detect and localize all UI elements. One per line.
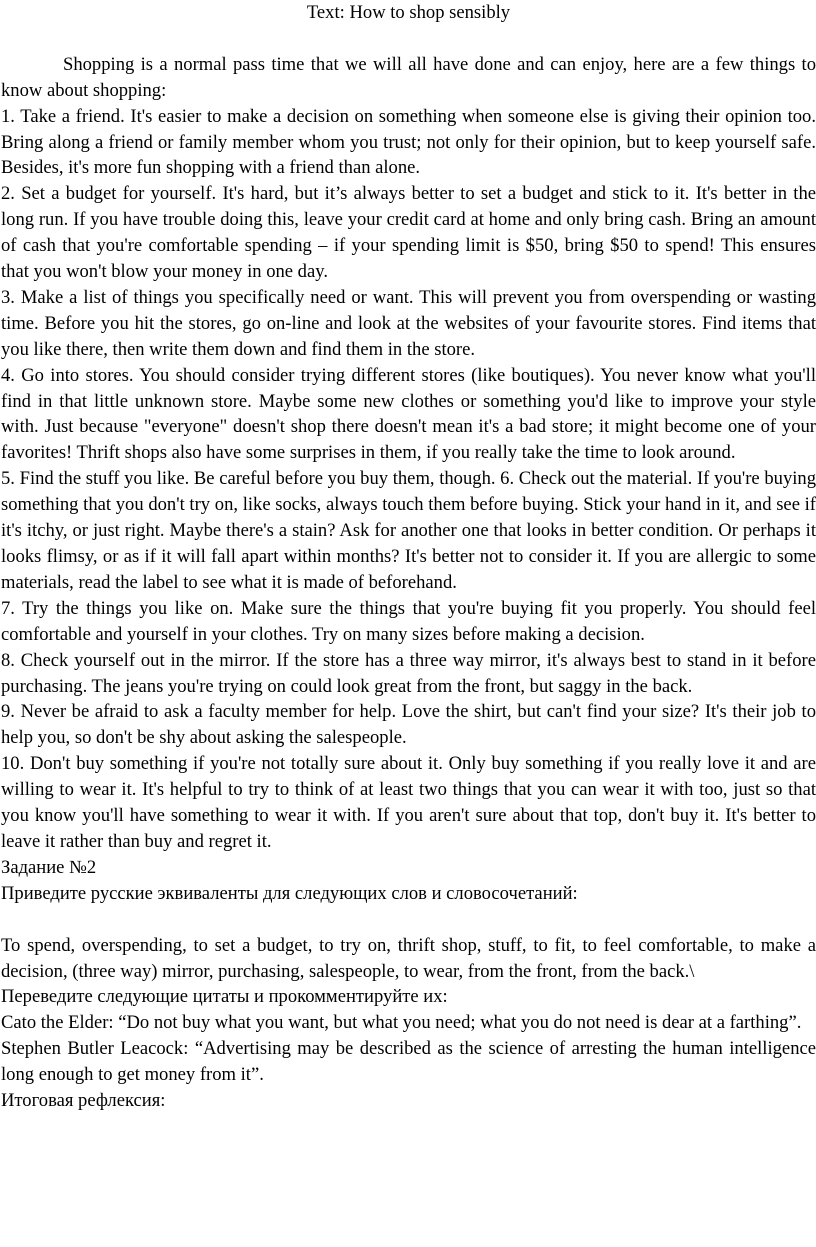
- spacer: [1, 26, 816, 52]
- list-item-2: 2. Set a budget for yourself. It's hard, but it’s always better to set a budget and stick to it. It's better in the long run. If you have trouble doing this, leave your credit card at home and only bring cash. Bring an amount of cash that you're comfortable spending – if your spending limit is $50, bring $50 to spend! This ensures that you won't blow your money in one day.: [1, 183, 816, 283]
- quote-leacock: Stephen Butler Leacock: “Advertising may be described as the science of arresting the human intelligence long enough to get money from it”.: [1, 1038, 816, 1086]
- spacer: [1, 907, 816, 933]
- vocab-list: To spend, overspending, to set a budget, to try on, thrift shop, stuff, to fit, to feel comfortable, to make a decision, (three way) mirror, purchasing, salespeople, to wear, from the front, from the back.\: [1, 934, 816, 982]
- list-item-7: 7. Try the things you like on. Make sure the things that you're buying fit you properly. You should feel comfortable and yourself in your clothes. Try on many sizes before making a decision.: [1, 597, 816, 645]
- document-title: Text: How to shop sensibly: [306, 2, 511, 23]
- list-item-5-6: 5. Find the stuff you like. Be careful before you buy them, though. 6. Check out the material. If you're buying something that you don't try on, like socks, always touch them before buying. Stick your hand in it, and see if it's itchy, or just right. Maybe there's a stain? Ask for another one that looks in better condition. Or perhaps it looks flimsy, or as if it will fall apart within months? It's better not to consider it. If you are allergic to some materials, read the label to see what it is made of beforehand.: [1, 468, 816, 593]
- task-instruction: Приведите русские эквиваленты для следующих слов и словосочетаний:: [1, 882, 578, 904]
- list-item-9: 9. Never be afraid to ask a faculty member for help. Love the shirt, but can't find your size? It's their job to help you, so don't be shy about asking the salespeople.: [1, 701, 816, 749]
- list-item-4: 4. Go into stores. You should consider trying different stores (like boutiques). You never know what you'll find in that little unknown store. Maybe some new clothes or something you'd like to improve your style with. Just because "everyone" doesn't shop there doesn't mean it's a bad store; it might become one of your favorites! Thrift shops also have some surprises in them, if you really take the time to look around.: [1, 364, 816, 464]
- reflection-heading: Итоговая рефлексия:: [1, 1090, 166, 1112]
- quote-cato: Cato the Elder: “Do not buy what you want, but what you need; what you do not need is dear at a farthing”.: [1, 1012, 802, 1034]
- intro-paragraph: Shopping is a normal pass time that we will all have done and can enjoy, here are a few things to know about shopping:: [1, 53, 816, 101]
- list-item-8: 8. Check yourself out in the mirror. If the store has a three way mirror, it's always best to stand in it before purchasing. The jeans you're trying on could look great from the front, but saggy in the back.: [1, 649, 816, 697]
- list-item-1: 1. Take a friend. It's easier to make a decision on something when someone else is giving their opinion too. Bring along a friend or family member whom you trust; not only for their opinion, but to keep yourself safe. Besides, it's more fun shopping with a friend than alone.: [1, 105, 816, 179]
- list-item-10: 10. Don't buy something if you're not totally sure about it. Only buy something if you really love it and are willing to wear it. It's helpful to try to think of at least two things that you can wear it with too, just so that you know you'll have something to wear it with. If you aren't sure about that top, don't buy it. It's better to leave it rather than buy and regret it.: [1, 753, 816, 852]
- quotes-instruction: Переведите следующие цитаты и прокомментируйте их:: [1, 986, 448, 1008]
- task-heading: Задание №2: [1, 856, 97, 878]
- list-item-3: 3. Make a list of things you specifically need or want. This will prevent you from overspending or wasting time. Before you hit the stores, go on-line and look at the websites of your favourite stores. Find items that you like there, then write them down and find them in the store.: [1, 286, 816, 360]
